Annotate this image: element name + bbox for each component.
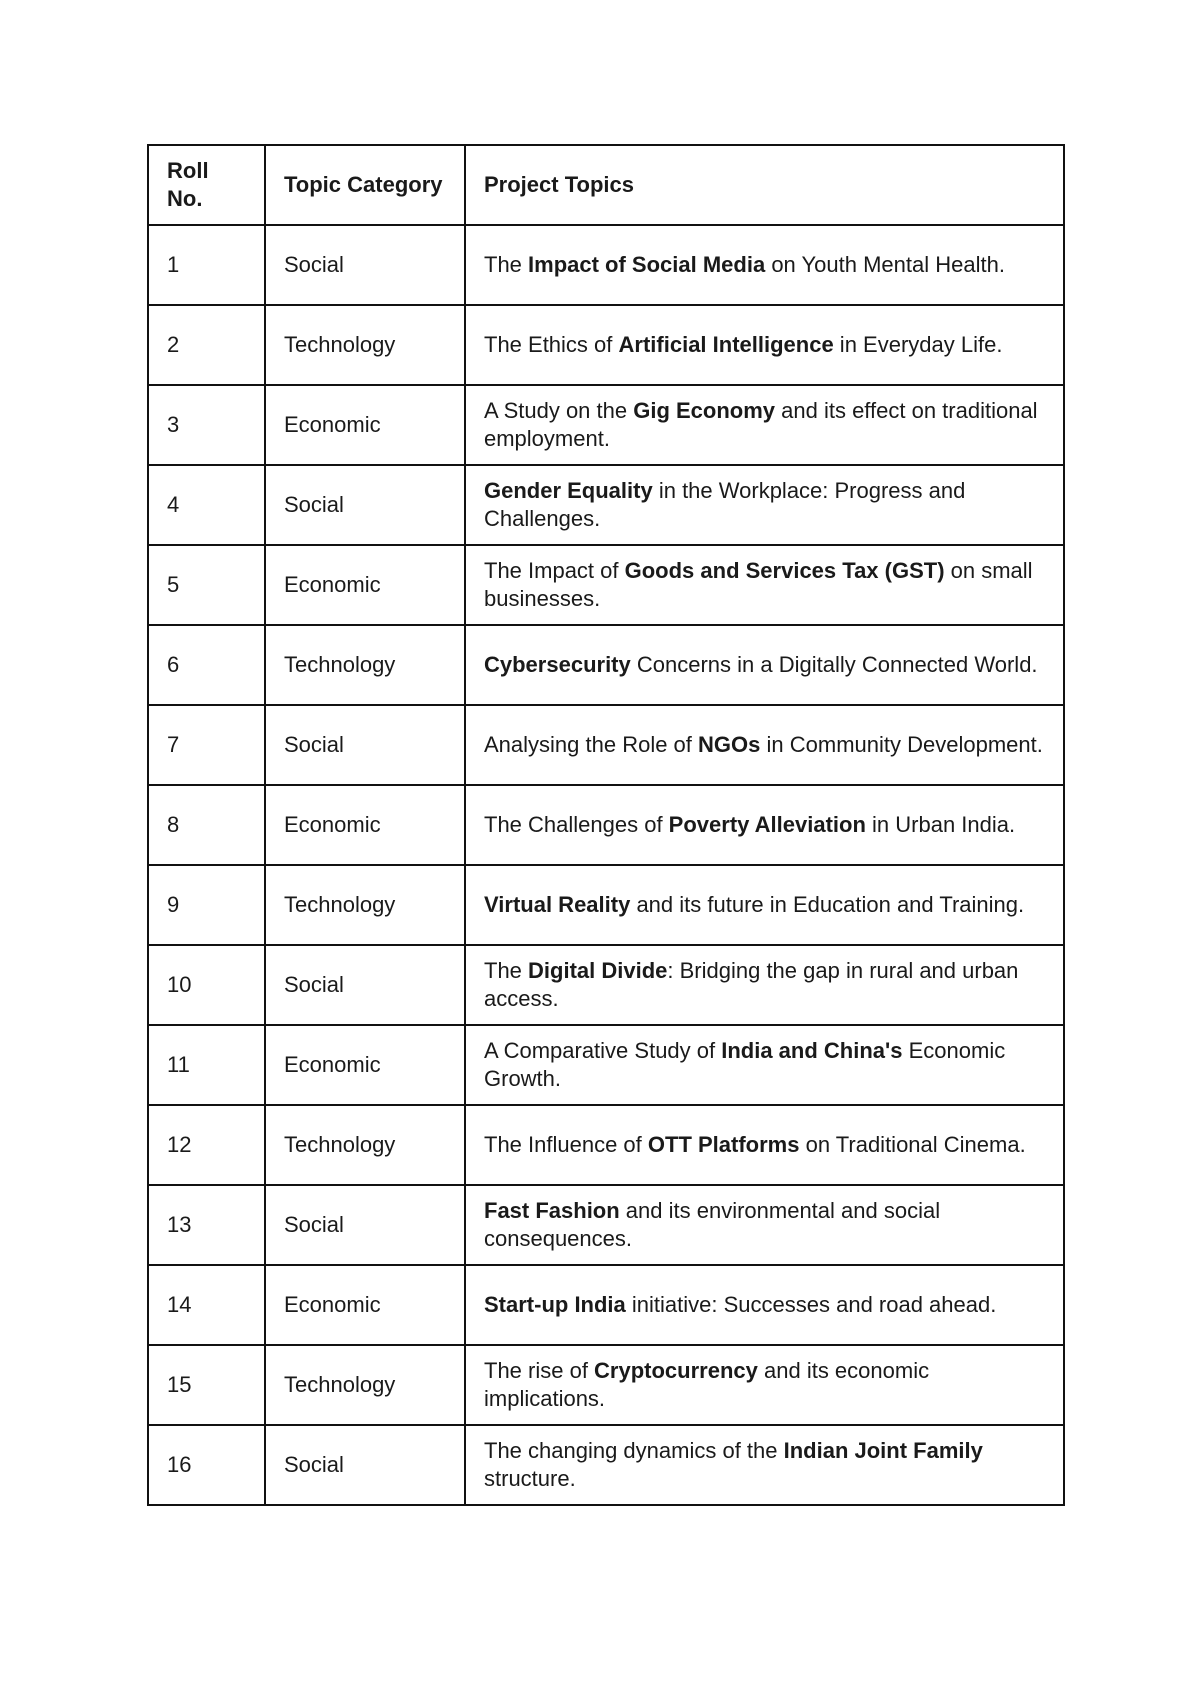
project-topic-cell — [465, 1025, 1064, 1105]
topic-text-prefix: Analysing the Role of — [484, 732, 699, 757]
project-topic-cell — [465, 625, 1064, 705]
topic-text-suffix: Concerns in a Digitally Connected World. — [630, 652, 1038, 677]
roll-number-cell: 16 — [148, 1425, 265, 1505]
table-row — [148, 865, 1064, 945]
roll-number-cell: 4 — [148, 465, 265, 545]
topic-text-prefix: The Impact of — [484, 558, 625, 583]
project-topic-cell — [465, 705, 1064, 785]
topic-keyword: Fast Fashion — [484, 1198, 620, 1223]
topic-category-cell: Economic — [265, 1025, 465, 1105]
topic-text-prefix: The — [484, 958, 529, 983]
topic-keyword: Gender Equality — [484, 478, 653, 503]
topic-keyword: Artificial Intelligence — [618, 332, 834, 357]
topic-keyword: NGOs — [698, 732, 761, 757]
table-row — [148, 625, 1064, 705]
table-row — [148, 1105, 1064, 1185]
table-row — [148, 705, 1064, 785]
roll-number-cell: 8 — [148, 785, 265, 865]
table-row — [148, 1265, 1064, 1345]
table-row — [148, 225, 1064, 305]
roll-number-cell: 9 — [148, 865, 265, 945]
topic-text-suffix: and its future in Education and Training. — [630, 892, 1025, 917]
table-row — [148, 1345, 1064, 1425]
table-row — [148, 1185, 1064, 1265]
table-row — [148, 945, 1064, 1025]
topic-keyword: Cryptocurrency — [594, 1358, 758, 1383]
topic-keyword: Goods and Services Tax (GST) — [624, 558, 945, 583]
topic-category-cell: Economic — [265, 545, 465, 625]
topic-text-prefix: The — [484, 252, 529, 277]
project-topic-cell — [465, 545, 1064, 625]
topic-category-cell: Technology — [265, 625, 465, 705]
header-roll-no: Roll No. — [148, 145, 265, 225]
topic-text-suffix: on small businesses. — [484, 558, 1033, 611]
topic-category-cell: Technology — [265, 865, 465, 945]
topic-text-suffix: in Everyday Life. — [833, 332, 1003, 357]
topic-text-suffix: initiative: Successes and road ahead. — [625, 1292, 997, 1317]
topic-text-prefix: The Challenges of — [484, 812, 669, 837]
project-topic-cell — [465, 1345, 1064, 1425]
table-row — [148, 545, 1064, 625]
table-row — [148, 385, 1064, 465]
table-row — [148, 785, 1064, 865]
project-topic-cell — [465, 305, 1064, 385]
roll-number-cell: 11 — [148, 1025, 265, 1105]
roll-number-cell: 1 — [148, 225, 265, 305]
project-topic-cell — [465, 225, 1064, 305]
topic-keyword: Start-up India — [484, 1292, 626, 1317]
roll-number-cell: 12 — [148, 1105, 265, 1185]
topic-text-suffix: on Youth Mental Health. — [765, 252, 1005, 277]
topic-text-prefix: A Study on the — [484, 398, 634, 423]
topic-category-cell: Technology — [265, 1105, 465, 1185]
topic-text-suffix: structure. — [484, 1466, 576, 1491]
topic-text-suffix: and its effect on traditional employment. — [484, 398, 1038, 451]
topic-text-suffix: Economic Growth. — [484, 1038, 1006, 1091]
header-project-topics: Project Topics — [465, 145, 1064, 225]
topic-text-prefix: A Comparative Study of — [484, 1038, 722, 1063]
table-row — [148, 465, 1064, 545]
topic-keyword: India and China's — [721, 1038, 903, 1063]
roll-number-cell: 7 — [148, 705, 265, 785]
roll-number-cell: 3 — [148, 385, 265, 465]
topic-keyword: Impact of Social Media — [528, 252, 766, 277]
table-row — [148, 305, 1064, 385]
topic-keyword: OTT Platforms — [647, 1132, 800, 1157]
roll-number-cell: 13 — [148, 1185, 265, 1265]
topic-category-cell: Social — [265, 1185, 465, 1265]
topic-keyword: Virtual Reality — [484, 892, 631, 917]
topic-keyword: Indian Joint Family — [783, 1438, 983, 1463]
topic-text-suffix: in Community Development. — [760, 732, 1043, 757]
header-topic-category: Topic Category — [265, 145, 465, 225]
topic-category-cell: Social — [265, 225, 465, 305]
topic-keyword: Poverty Alleviation — [668, 812, 866, 837]
roll-number-cell: 14 — [148, 1265, 265, 1345]
roll-number-cell: 10 — [148, 945, 265, 1025]
topic-category-cell: Technology — [265, 1345, 465, 1425]
topic-text-prefix: The changing dynamics of the — [484, 1438, 784, 1463]
topic-text-suffix: in Urban India. — [865, 812, 1016, 837]
topic-category-cell: Economic — [265, 385, 465, 465]
topic-text-suffix: and its environmental and social consequences. — [484, 1198, 941, 1251]
topic-category-cell: Economic — [265, 785, 465, 865]
topic-keyword: Gig Economy — [633, 398, 776, 423]
table-row — [148, 1425, 1064, 1505]
topic-category-cell: Social — [265, 1425, 465, 1505]
table-row — [148, 1025, 1064, 1105]
topic-category-cell: Social — [265, 945, 465, 1025]
roll-number-cell: 15 — [148, 1345, 265, 1425]
topic-category-cell: Economic — [265, 1265, 465, 1345]
topic-keyword: Cybersecurity — [484, 652, 631, 677]
topic-text-prefix: The rise of — [484, 1358, 595, 1383]
roll-number-cell: 5 — [148, 545, 265, 625]
project-topic-cell — [465, 865, 1064, 945]
topic-text-prefix: The Influence of — [484, 1132, 648, 1157]
project-topic-cell — [465, 1265, 1064, 1345]
topic-keyword: Digital Divide — [528, 958, 668, 983]
topic-category-cell: Social — [265, 465, 465, 545]
table-header-row — [148, 145, 1064, 225]
roll-number-cell: 6 — [148, 625, 265, 705]
topic-category-cell: Technology — [265, 305, 465, 385]
topic-text-suffix: and its economic implications. — [484, 1358, 930, 1411]
project-topic-cell — [465, 465, 1064, 545]
topic-category-cell: Social — [265, 705, 465, 785]
project-topics-table — [147, 144, 1065, 1506]
topic-text-prefix: The Ethics of — [484, 332, 619, 357]
topic-text-suffix: : Bridging the gap in rural and urban access. — [484, 958, 1019, 1011]
project-topic-cell — [465, 945, 1064, 1025]
project-topic-cell — [465, 785, 1064, 865]
project-topic-cell — [465, 1425, 1064, 1505]
project-topic-cell — [465, 385, 1064, 465]
project-topic-cell — [465, 1105, 1064, 1185]
roll-number-cell: 2 — [148, 305, 265, 385]
topic-text-suffix: on Traditional Cinema. — [799, 1132, 1026, 1157]
topic-text-suffix: in the Workplace: Progress and Challenges. — [484, 478, 966, 531]
project-topic-cell — [465, 1185, 1064, 1265]
